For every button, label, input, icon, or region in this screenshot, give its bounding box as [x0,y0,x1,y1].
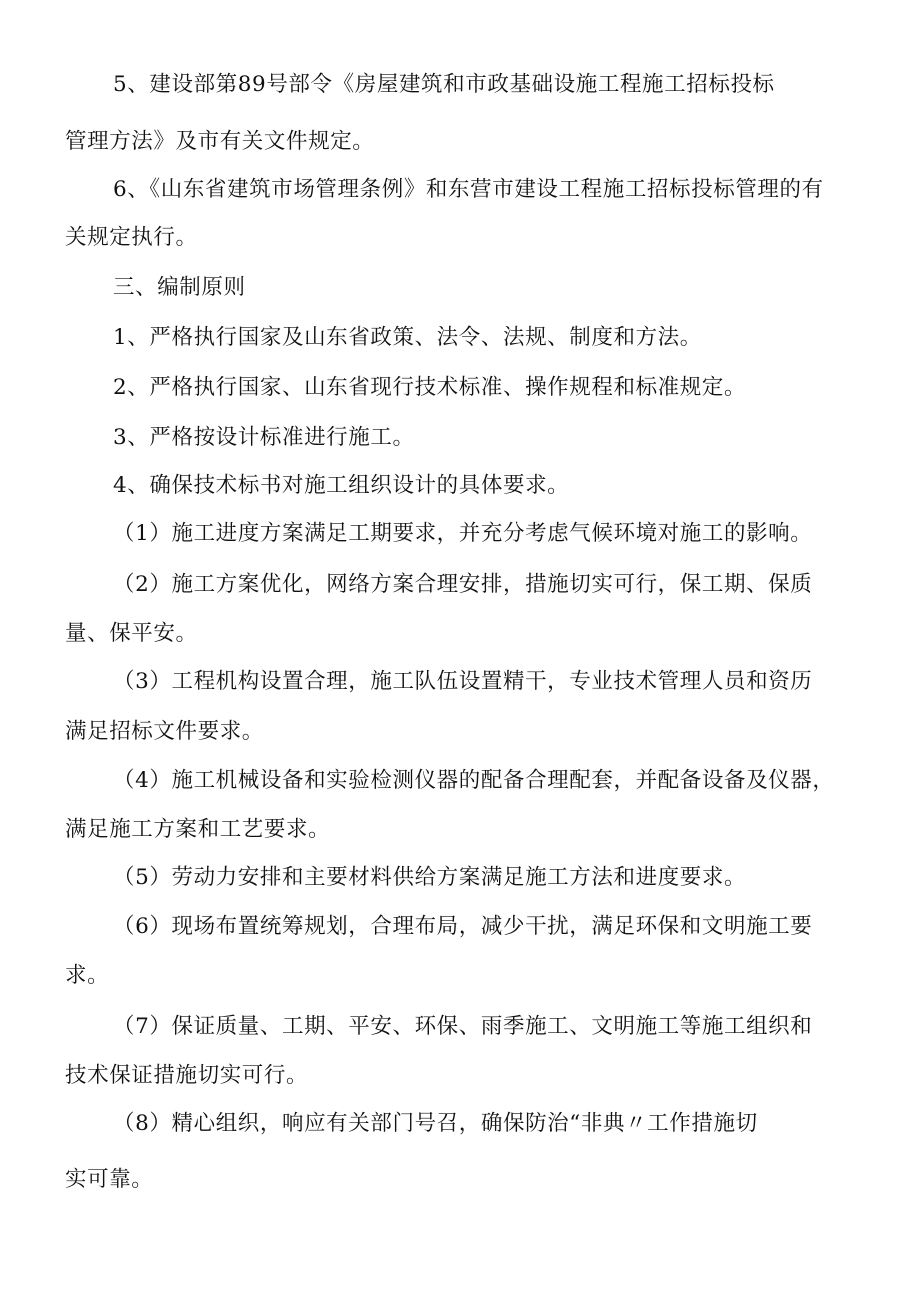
text-line: （2）施工方案优化，网络方案合理安排，措施切实可行，保工期、保质 [113,572,813,597]
text-line: （1）施工进度方案满足工期要求，并充分考虑气候环境对施工的影响。 [113,521,813,546]
section-heading: 三、编制原则 [113,275,246,300]
text-line: （6）现场布置统筹规划，合理布局，减少干扰，满足环保和文明施工要 [113,914,813,939]
text-line: （4）施工机械设备和实验检测仪器的配备合理配套，并配备设备及仪器， [113,768,835,793]
text-line: 量、保平安。 [65,621,198,646]
text-line: （3）工程机构设置合理，施工队伍设置精干，专业技术管理人员和资历 [113,669,813,694]
text-line: 2、严格执行国家、山东省现行技术标准、操作规程和标准规定。 [113,375,747,400]
text-line: 1、严格执行国家及山东省政策、法令、法规、制度和方法。 [113,325,702,350]
text-line: 求。 [65,963,110,988]
text-line: 关规定执行。 [65,225,198,250]
text-line: 管理方法》及市有关文件规定。 [65,129,375,154]
text-line: （7）保证质量、工期、平安、环保、雨季施工、文明施工等施工组织和 [113,1014,813,1039]
text-line: 技术保证措施切实可行。 [65,1063,309,1088]
text-line: （8）精心组织，响应有关部门号召，确保防治“非典〃工作措施切 [113,1111,758,1136]
text-line: 满足施工方案和工艺要求。 [65,817,331,842]
text-line: （5）劳动力安排和主要材料供给方案满足施工方法和进度要求。 [113,865,747,890]
text-line: 满足招标文件要求。 [65,719,264,744]
text-line: 实可靠。 [65,1167,154,1192]
text-line: 3、严格按设计标准进行施工。 [113,425,415,450]
text-line: 5、建设部第89号部令《房屋建筑和市政基础设施工程施工招标投标 [113,72,775,97]
text-line: 6、《山东省建筑市场管理条例》和东营市建设工程施工招标投标管理的有 [113,177,824,202]
text-line: 4、确保技术标书对施工组织设计的具体要求。 [113,473,570,498]
